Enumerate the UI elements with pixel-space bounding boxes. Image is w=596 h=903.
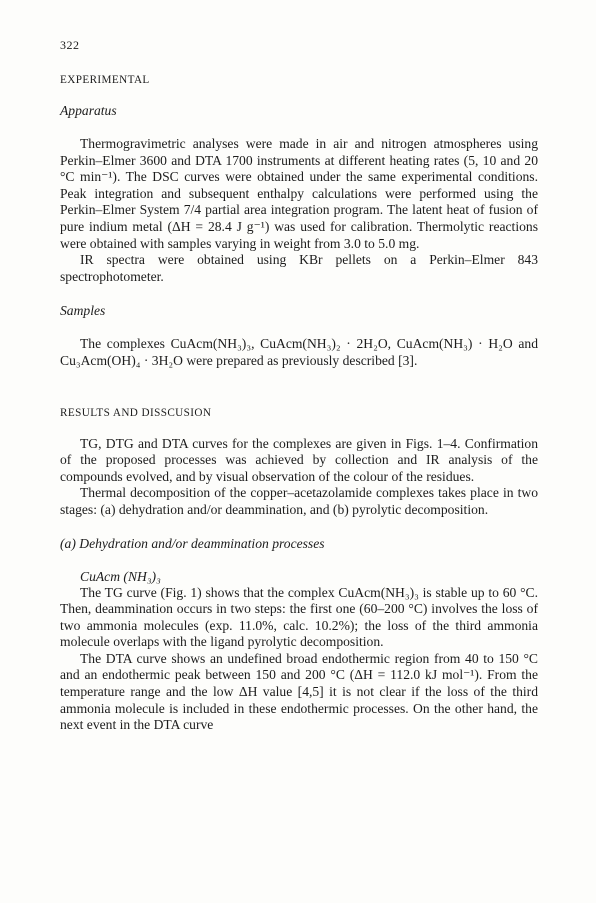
paragraph-samples-1: The complexes CuAcm(NH₃)₃, CuAcm(NH₃)₂ · 2H₂O, CuAcm(NH₃) · H₂O and Cu₃Acm(OH)₄ · 3H₂O were prepared as previously described [3]. bbox=[60, 336, 538, 368]
paragraph-results-2: Thermal decomposition of the copper–acetazolamide complexes takes place in two stages: (a) dehydration and/or deammination, and (b) pyrolytic decomposition. bbox=[60, 485, 538, 517]
section-heading-experimental: EXPERIMENTAL bbox=[60, 74, 150, 86]
subheading-samples: Samples bbox=[60, 303, 106, 319]
document-page bbox=[60, 38, 538, 734]
paragraph-cuacm-2: The DTA curve shows an undefined broad endothermic region from 40 to 150 °C and an endothermic peak between 150 and 200 °C (ΔH = 112.0 kJ mol⁻¹). From the temperature range and the low ΔH value [4,5] it is not clear if the loss of the third ammonia molecule is included in these endothermic processes. On the other hand, the next event in the DTA curve bbox=[60, 650, 538, 733]
paragraph-apparatus-2: IR spectra were obtained using KBr pellets on a Perkin–Elmer 843 spectrophotometer. bbox=[60, 252, 538, 284]
page-number: 322 bbox=[60, 38, 80, 52]
subheading-dehydration: (a) Dehydration and/or deammination processes bbox=[60, 535, 325, 551]
paragraph-apparatus-1: Thermogravimetric analyses were made in air and nitrogen atmospheres using Perkin–Elmer 3600 and DTA 1700 instruments at different heating rates (5, 10 and 20 °C min⁻¹). The DSC curves were obtained under the same experimental conditions. Peak integration and subsequent enthalpy calculations were performed using the Perkin–Elmer System 7/4 partial area integration program. The latent heat of fusion of pure indium metal (ΔH = 28.4 J g⁻¹) was used for calibration. Thermolytic reactions were obtained with samples varying in weight from 3.0 to 5.0 mg. bbox=[60, 136, 538, 251]
subheading-apparatus: Apparatus bbox=[60, 103, 117, 118]
paragraph-results-1: TG, DTG and DTA curves for the complexes are given in Figs. 1–4. Confirmation of the proposed processes was achieved by collection and IR analysis of the compounds evolved, and by visual observation of the colour of the residues. bbox=[60, 435, 538, 484]
paragraph-cuacm-1: The TG curve (Fig. 1) shows that the complex CuAcm(NH₃)₃ is stable up to 60 °C. Then, deammination occurs in two steps: the first one (60–200 °C) involves the loss of two ammonia molecules (exp. 11.0%, calc. 10.2%); the loss of the third ammonia molecule overlaps with the ligand pyrolytic decomposition. bbox=[60, 584, 538, 650]
section-heading-results: RESULTS AND DISSCUSION bbox=[60, 406, 212, 419]
subheading-cuacm-nh3-3: CuAcm (NH₃)₃ bbox=[80, 568, 161, 584]
